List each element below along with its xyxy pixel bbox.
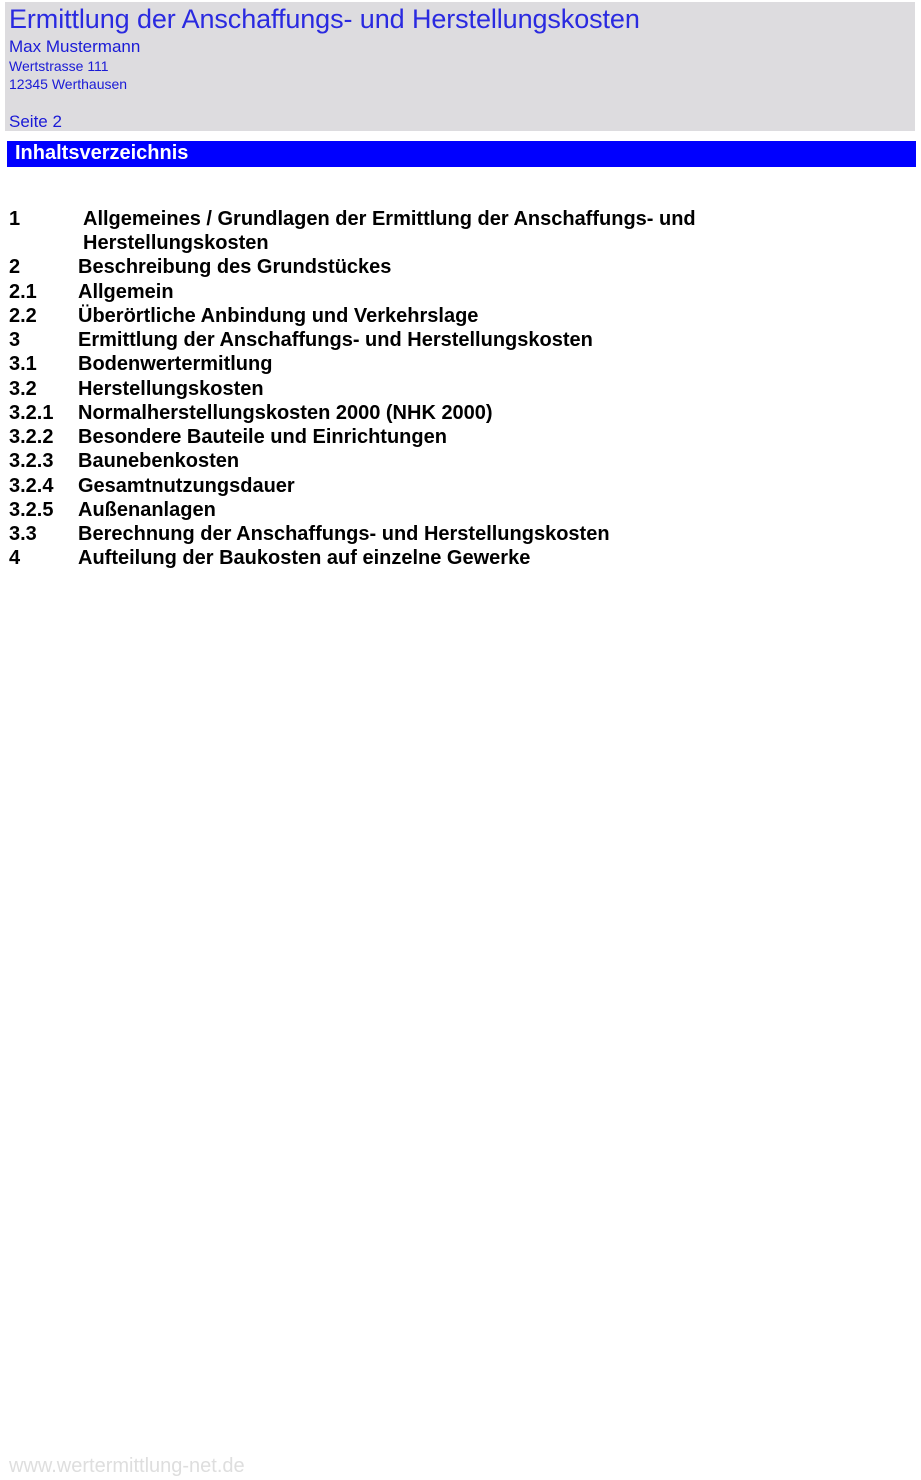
- page-number: Seite 2: [9, 112, 62, 131]
- toc-entry-text: Allgemeines / Grundlagen der Ermittlung der Anschaffungs- und: [83, 208, 696, 230]
- toc-heading: Inhaltsverzeichnis: [15, 142, 189, 164]
- toc-entry-text: Allgemein: [78, 281, 174, 303]
- toc-entry-text: Aufteilung der Baukosten auf einzelne Gewerke: [78, 547, 531, 569]
- toc-entry-text: Normalherstellungskosten 2000 (NHK 2000): [78, 402, 493, 424]
- document-header: [5, 2, 915, 131]
- toc-entry-number: 2.1: [9, 281, 37, 303]
- toc-entry-text: Herstellungskosten: [78, 378, 264, 400]
- toc-entry-text: Besondere Bauteile und Einrichtungen: [78, 426, 447, 448]
- toc-entry-number: 3.3: [9, 523, 37, 545]
- toc-entry-number: 1: [9, 208, 21, 230]
- toc-entry-text: Baunebenkosten: [78, 450, 240, 472]
- toc-entry-number: 3.1: [9, 353, 37, 375]
- toc-entry-number: 2: [9, 256, 21, 278]
- toc-entry-text: Überörtliche Anbindung und Verkehrslage: [78, 305, 479, 327]
- toc-entry-text: Bodenwertermitlung: [78, 353, 273, 375]
- toc-entry-text: Beschreibung des Grundstückes: [78, 256, 392, 278]
- address-street: Wertstrasse 111: [9, 58, 109, 74]
- toc-entry-text: Außenanlagen: [78, 499, 216, 521]
- toc-entry-number: 3.2.1: [9, 402, 54, 424]
- toc-entry-text: Ermittlung der Anschaffungs- und Herstellungskosten: [78, 329, 593, 351]
- toc-entry-number: 3.2.5: [9, 499, 54, 521]
- toc-entry-number: 3.2: [9, 378, 37, 400]
- owner-name: Max Mustermann: [9, 37, 141, 56]
- toc-entry-number: 3.2.4: [9, 475, 54, 497]
- document-title: Ermittlung der Anschaffungs- und Herstellungskosten: [9, 4, 640, 34]
- toc-entry-number: 3.2.2: [9, 426, 54, 448]
- address-city: 12345 Werthausen: [9, 76, 128, 92]
- toc-entry-number: 3.2.3: [9, 450, 54, 472]
- toc-entry-number: 3: [9, 329, 21, 351]
- toc-entry-number: 2.2: [9, 305, 37, 327]
- toc-entry-text: Gesamtnutzungsdauer: [78, 475, 295, 497]
- toc-heading-bar: [7, 141, 916, 167]
- toc-entry-text: Berechnung der Anschaffungs- und Herstellungskosten: [78, 523, 610, 545]
- footer-watermark: www.wertermittlung-net.de: [9, 1455, 245, 1477]
- toc-entry-text-continued: Herstellungskosten: [83, 232, 269, 254]
- toc-entry-number: 4: [9, 547, 21, 569]
